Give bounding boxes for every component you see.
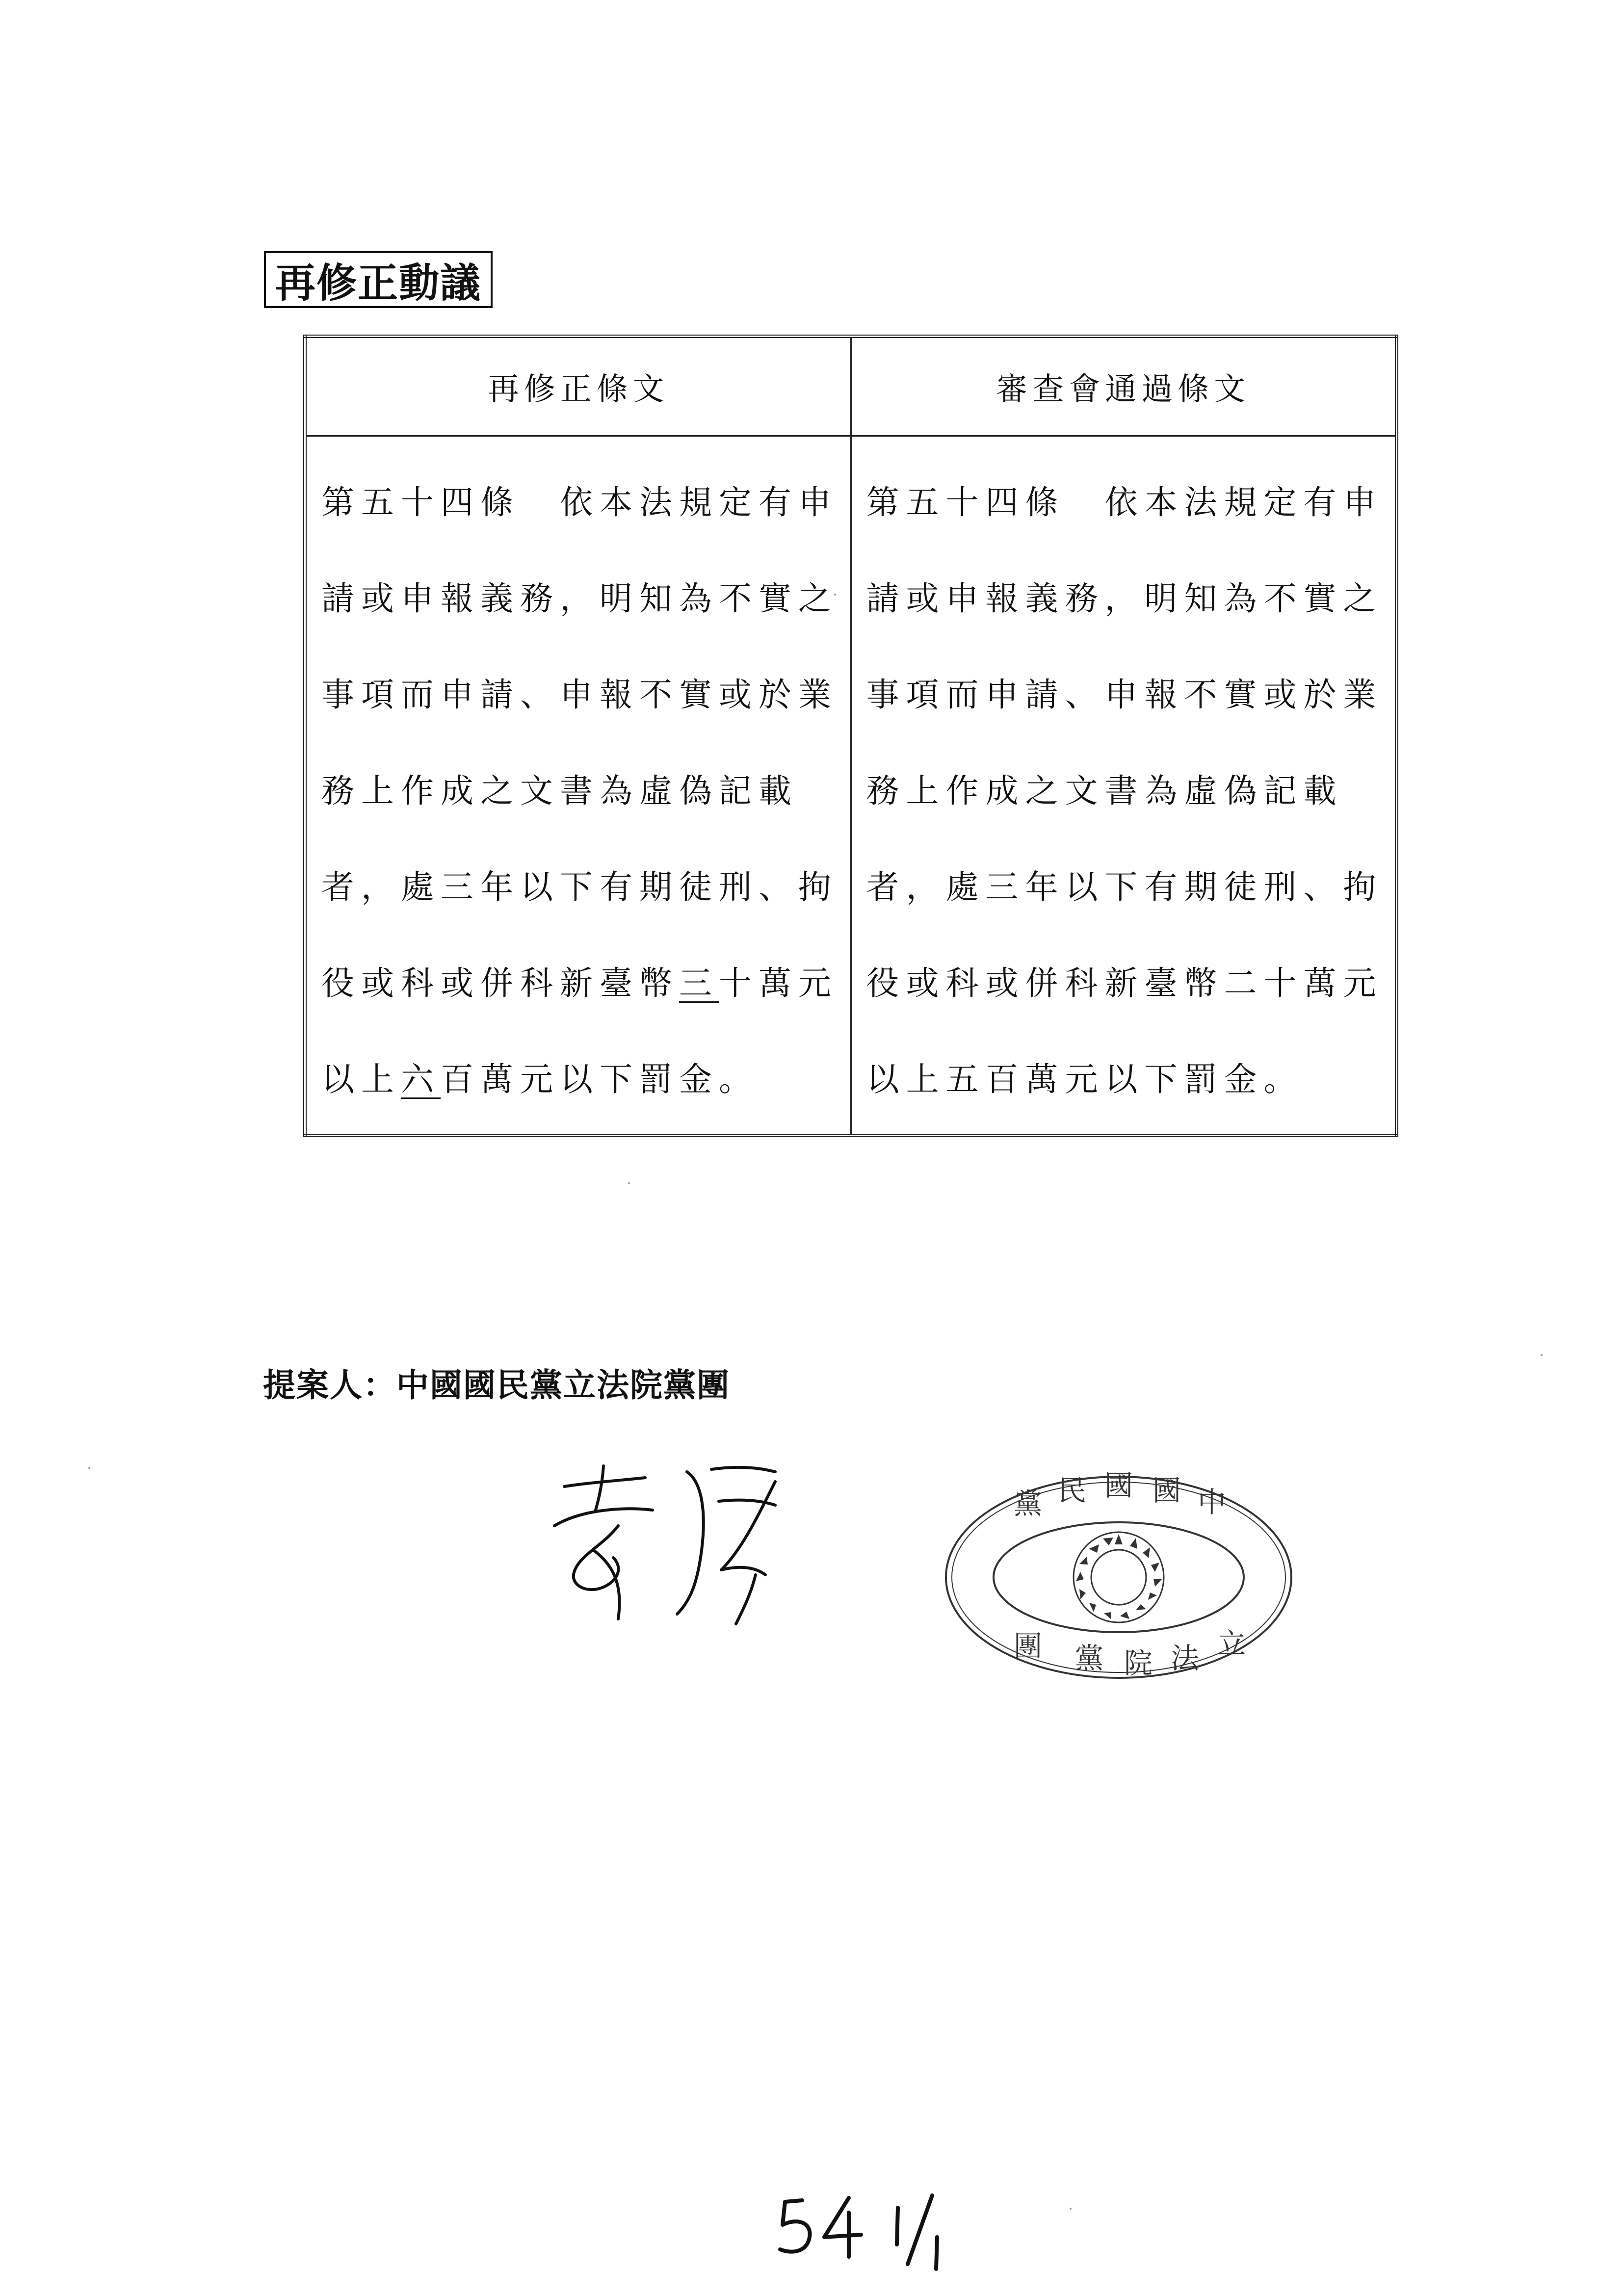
svg-text:民: 民 [1057, 1474, 1087, 1507]
committee-line-7: 以上五百萬元以下罰金。 [866, 1060, 1304, 1098]
scan-speck [88, 1467, 90, 1469]
scan-speck [1070, 2208, 1072, 2210]
header-committee-text: 審查會通過條文 [851, 337, 1397, 436]
revised-line-2: 請或申報義務，明知為不實之 [321, 579, 838, 618]
committee-line-4: 務上作成之文書為虛偽記載 [866, 772, 1343, 810]
committee-article-cell [851, 436, 1397, 1136]
scan-speck [628, 1182, 630, 1184]
revised-line-7-after: 百萬元以下罰金。 [441, 1060, 759, 1098]
svg-text:國: 國 [1152, 1474, 1181, 1507]
svg-text:黨: 黨 [1074, 1642, 1104, 1675]
svg-text:國: 國 [1104, 1469, 1133, 1502]
committee-line-2: 請或申報義務，明知為不實之 [866, 579, 1383, 618]
amended-amount-digit: 六 [401, 1060, 441, 1098]
svg-text:立: 立 [1217, 1627, 1246, 1660]
scan-speck [1541, 1354, 1543, 1356]
party-seal-stamp [937, 1467, 1300, 1688]
revised-article-cell [305, 436, 851, 1136]
revised-line-4: 務上作成之文書為虛偽記載 [321, 772, 798, 810]
svg-text:法: 法 [1170, 1642, 1200, 1675]
committee-line-3: 事項而申請、申報不實或於業 [866, 676, 1383, 714]
header-revised-text: 再修正條文 [305, 337, 851, 436]
proposer-line: 提案人：中國國民黨立法院黨團 [263, 1366, 730, 1404]
revised-line-7-before: 以上 [321, 1060, 401, 1098]
handwritten-signature [545, 1452, 800, 1639]
revised-line-3: 事項而申請、申報不實或於業 [321, 676, 838, 714]
revised-line-5: 者，處三年以下有期徒刑、拘 [321, 868, 838, 906]
svg-text:黨: 黨 [1013, 1487, 1043, 1520]
svg-text:院: 院 [1124, 1646, 1153, 1680]
revised-line-1: 第五十四條 依本法規定有申 [321, 483, 838, 522]
revised-line-6-before: 役或科或併科新臺幣 [321, 964, 679, 1002]
motion-title: 再修正動議 [264, 251, 493, 308]
revised-line-7 [321, 1031, 839, 1127]
handwritten-page-number [775, 2183, 981, 2271]
svg-text:中: 中 [1197, 1486, 1227, 1519]
svg-text:團: 團 [1013, 1629, 1043, 1663]
comparison-table [303, 335, 1398, 1137]
revised-line-6-after: 十萬元 [719, 964, 838, 1002]
revised-line-6 [321, 935, 839, 1031]
committee-line-6: 役或科或併科新臺幣二十萬元 [866, 964, 1383, 1002]
amended-amount-digit: 三 [679, 964, 719, 1002]
committee-line-1: 第五十四條 依本法規定有申 [866, 483, 1383, 522]
committee-line-5: 者，處三年以下有期徒刑、拘 [866, 868, 1383, 906]
